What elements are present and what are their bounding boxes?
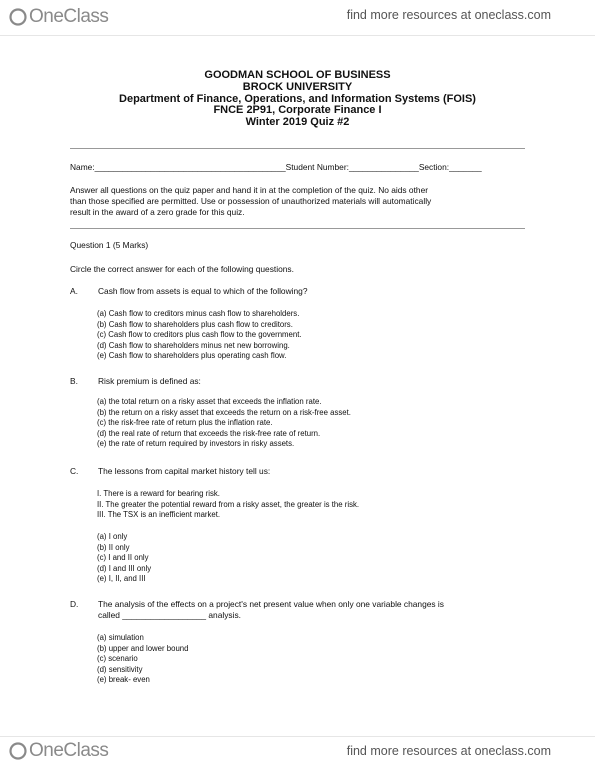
option[interactable]: (a) the total return on a risky asset that exceeds the inflation rate. <box>97 397 322 406</box>
options-a <box>97 309 302 362</box>
statements-c <box>97 489 359 521</box>
option[interactable]: (d) sensitivity <box>97 664 143 674</box>
item-letter: A. <box>70 286 78 296</box>
question-item-c <box>70 466 270 476</box>
option[interactable]: (a) I only <box>97 532 128 541</box>
option[interactable]: (d) Cash flow to shareholders minus net new borrowing. <box>97 340 290 350</box>
promo-link[interactable]: find more resources at oneclass.com <box>346 8 551 22</box>
student-info-line: Name:_________________________________________Student Number:_______________Section:_______ <box>70 162 482 172</box>
option[interactable]: (b) the return on a risky asset that exceeds the return on a risk-free asset. <box>97 407 351 417</box>
header-line: Winter 2019 Quiz #2 <box>245 116 350 129</box>
item-stem: Cash flow from assets is equal to which of the following? <box>98 286 308 296</box>
instructions-line: than those specified are permitted. Use or possession of unauthorized materials will automatically <box>70 196 432 206</box>
oneclass-logo[interactable] <box>8 6 108 28</box>
question-item-d <box>70 599 444 609</box>
statement: I. There is a reward for bearing risk. <box>97 489 220 498</box>
options-d <box>97 633 188 686</box>
question-item-b <box>70 376 201 386</box>
option[interactable]: (e) the rate of return required by investors in risky assets. <box>97 439 295 448</box>
item-letter: C. <box>70 466 79 476</box>
item-letter: B. <box>70 376 78 386</box>
options-c <box>97 532 151 585</box>
statement: II. The greater the potential reward from a risky asset, the greater is the risk. <box>97 499 360 509</box>
question-item-a <box>70 286 307 296</box>
bottom-banner <box>0 736 595 770</box>
option[interactable]: (e) I, II, and III <box>97 574 146 583</box>
option[interactable]: (e) Cash flow to shareholders plus operating cash flow. <box>97 351 287 360</box>
oneclass-logo[interactable] <box>8 740 108 762</box>
option[interactable]: (b) upper and lower bound <box>97 643 189 653</box>
statement: III. The TSX is an inefficient market. <box>97 510 221 519</box>
header-line: Department of Finance, Operations, and Information Systems (FOIS) <box>119 92 476 105</box>
option[interactable]: (c) scenario <box>97 654 138 663</box>
question-directions: Circle the correct answer for each of the following questions. <box>70 264 294 274</box>
item-stem: The lessons from capital market history tell us: <box>98 466 271 476</box>
option[interactable]: (d) the real rate of return that exceeds the risk-free rate of return. <box>97 428 321 438</box>
promo-link[interactable]: find more resources at oneclass.com <box>346 744 551 758</box>
option[interactable]: (c) Cash flow to creditors plus cash flow to the government. <box>97 330 302 339</box>
header-line: FNCE 2P91, Corporate Finance I <box>213 104 382 117</box>
header-line: GOODMAN SCHOOL OF BUSINESS <box>204 69 391 81</box>
oneclass-logo-icon <box>8 7 28 27</box>
option[interactable]: (e) break- even <box>97 675 150 684</box>
question-title: Question 1 (5 Marks) <box>70 240 149 250</box>
document-header <box>0 70 595 129</box>
instructions-line: result in the award of a zero grade for this quiz. <box>70 207 245 217</box>
section-rule <box>70 228 525 229</box>
header-line: BROCK UNIVERSITY <box>242 80 353 93</box>
logo-text: OneClass <box>29 740 109 761</box>
option[interactable]: (d) I and III only <box>97 563 152 573</box>
top-banner <box>0 0 595 36</box>
option[interactable]: (c) the risk-free rate of return plus the inflation rate. <box>97 418 273 427</box>
option[interactable]: (a) simulation <box>97 633 144 642</box>
option[interactable]: (b) II only <box>97 542 130 552</box>
option[interactable]: (b) Cash flow to shareholders plus cash flow to creditors. <box>97 319 293 329</box>
item-stem: The analysis of the effects on a project's net present value when only one variable changes is <box>98 599 444 609</box>
top-divider <box>0 35 595 36</box>
logo-text: OneClass <box>29 6 109 27</box>
option[interactable]: (a) Cash flow to creditors minus cash flow to shareholders. <box>97 309 300 318</box>
item-letter: D. <box>70 599 79 609</box>
header-rule <box>70 148 525 149</box>
options-b <box>97 397 351 450</box>
bottom-divider <box>0 736 595 737</box>
item-stem: Risk premium is defined as: <box>98 376 201 386</box>
instructions-line: Answer all questions on the quiz paper and hand it in at the completion of the quiz. No aids other <box>70 185 429 195</box>
oneclass-logo-icon <box>8 741 28 761</box>
item-stem-continued: called __________________ analysis. <box>98 610 241 620</box>
option[interactable]: (c) I and II only <box>97 553 149 562</box>
